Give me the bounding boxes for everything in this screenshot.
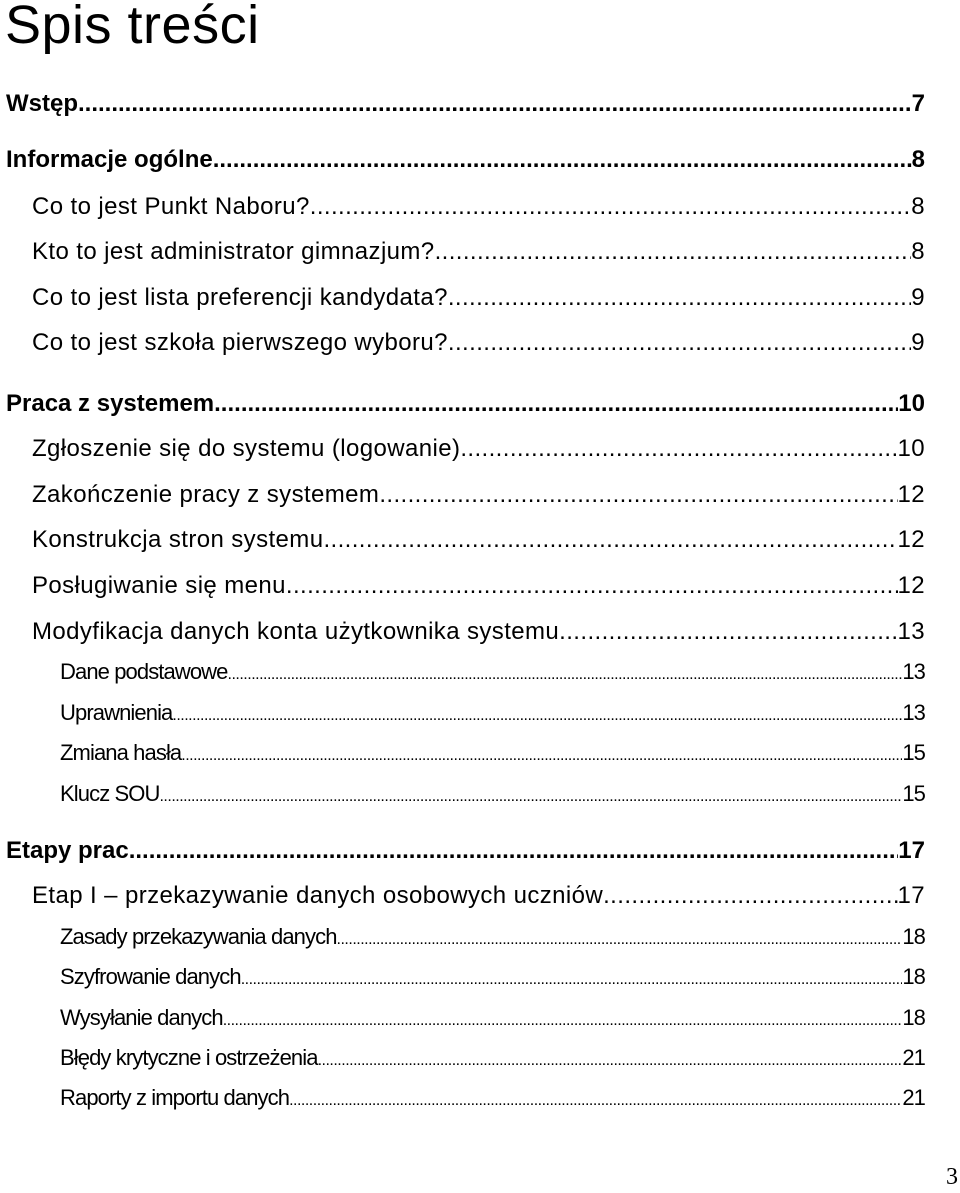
toc-entry-page: 13 <box>902 700 925 725</box>
dot-leader <box>241 965 903 995</box>
toc-entry-uprawnienia[interactable] <box>60 698 925 731</box>
toc-entry-label: Szyfrowanie danych <box>60 964 241 989</box>
dot-leader <box>172 701 902 731</box>
page-title: Spis treści <box>5 0 260 55</box>
toc-entry-label: Informacje ogólne <box>6 146 213 173</box>
dot-leader <box>379 480 897 510</box>
toc-entry-praca-z-systemem[interactable] <box>6 389 925 419</box>
toc-entry-page: 18 <box>902 964 925 989</box>
toc-entry-label: Uprawnienia <box>60 700 173 725</box>
toc-entry-zasady-przekazywania[interactable] <box>60 922 925 955</box>
dot-leader <box>318 1046 903 1076</box>
toc-entry-page: 13 <box>897 618 925 645</box>
dot-leader <box>181 741 902 771</box>
dot-leader <box>435 237 912 267</box>
toc-entry-page: 9 <box>911 329 925 356</box>
toc-entry-raporty-z-importu[interactable] <box>60 1083 925 1116</box>
toc-entry-label: Zasady przekazywania danych <box>60 924 337 949</box>
toc-entry-page: 8 <box>911 146 925 173</box>
dot-leader <box>159 782 902 812</box>
dot-leader <box>323 525 897 555</box>
dot-leader <box>448 283 911 313</box>
toc-entry-label: Posługiwanie się menu <box>32 572 286 599</box>
toc-entry-page: 17 <box>898 837 925 864</box>
dot-leader <box>460 434 897 464</box>
dot-leader <box>78 89 912 119</box>
toc-entry-wstep[interactable] <box>6 89 925 119</box>
dot-leader <box>228 660 903 690</box>
toc-entry-informacje-ogolne[interactable] <box>6 145 925 175</box>
toc-entry-zakonczenie-pracy[interactable] <box>32 480 925 510</box>
toc-entry-punkt-naboru[interactable] <box>32 192 925 222</box>
toc-entry-label: Wysyłanie danych <box>60 1005 223 1030</box>
toc-entry-szkola-pierwszego-wyboru[interactable] <box>32 328 925 358</box>
page-number: 3 <box>946 1164 958 1190</box>
toc-entry-page: 12 <box>897 526 925 553</box>
toc-entry-logowanie[interactable] <box>32 434 925 464</box>
dot-leader <box>289 1086 902 1116</box>
toc-entry-page: 15 <box>902 781 925 806</box>
toc-entry-szyfrowanie-danych[interactable] <box>60 962 925 995</box>
toc-entry-label: Zmiana hasła <box>60 740 182 765</box>
toc-entry-page: 15 <box>902 740 925 765</box>
toc-entry-label: Co to jest Punkt Naboru? <box>32 193 310 220</box>
toc-entry-page: 7 <box>911 90 925 117</box>
toc-entry-etapy-prac[interactable] <box>6 836 925 866</box>
toc-entry-label: Zakończenie pracy z systemem <box>32 481 380 508</box>
dot-leader <box>223 1006 903 1036</box>
toc-entry-page: 10 <box>897 435 925 462</box>
toc-entry-label: Dane podstawowe <box>60 659 228 684</box>
toc-entry-page: 12 <box>897 481 925 508</box>
toc-entry-modyfikacja-danych-konta[interactable] <box>32 617 925 647</box>
toc-entry-page: 10 <box>898 390 925 417</box>
toc-entry-etap-i[interactable] <box>32 881 925 911</box>
toc-entry-page: 13 <box>902 659 925 684</box>
toc-entry-page: 18 <box>902 1005 925 1030</box>
toc-entry-dane-podstawowe[interactable] <box>60 657 925 690</box>
toc-entry-label: Błędy krytyczne i ostrzeżenia <box>60 1045 318 1070</box>
toc-entry-page: 9 <box>911 284 925 311</box>
toc-entry-label: Konstrukcja stron systemu <box>32 526 324 553</box>
dot-leader <box>603 881 897 911</box>
toc-entry-label: Kto to jest administrator gimnazjum? <box>32 238 435 265</box>
dot-leader <box>286 571 898 601</box>
toc-entry-page: 18 <box>902 924 925 949</box>
toc-entry-label: Modyfikacja danych konta użytkownika systemu <box>32 618 560 645</box>
dot-leader <box>213 145 912 175</box>
dot-leader <box>129 836 899 866</box>
toc-entry-label: Etapy prac <box>6 837 129 864</box>
toc-entry-page: 8 <box>911 193 925 220</box>
dot-leader <box>559 617 897 647</box>
toc-entry-page: 12 <box>897 572 925 599</box>
toc-entry-label: Zgłoszenie się do systemu (logowanie) <box>32 435 461 462</box>
toc-entry-bledy-krytyczne[interactable] <box>60 1043 925 1076</box>
toc-entry-lista-preferencji[interactable] <box>32 283 925 313</box>
toc-entry-zmiana-hasla[interactable] <box>60 738 925 771</box>
dot-leader <box>310 192 912 222</box>
toc-entry-page: 21 <box>902 1045 925 1070</box>
toc-entry-label: Co to jest szkoła pierwszego wyboru? <box>32 329 448 356</box>
toc-entry-administrator-gimnazjum[interactable] <box>32 237 925 267</box>
toc-entry-label: Etap I – przekazywanie danych osobowych uczniów <box>32 882 604 909</box>
toc-entry-label: Klucz SOU <box>60 781 160 806</box>
toc-entry-label: Wstęp <box>6 90 78 117</box>
dot-leader <box>448 328 911 358</box>
toc-entry-label: Co to jest lista preferencji kandydata? <box>32 284 448 311</box>
toc-entry-wysylanie-danych[interactable] <box>60 1003 925 1036</box>
toc-entry-klucz-sou[interactable] <box>60 779 925 812</box>
dot-leader <box>337 925 903 955</box>
toc-entry-label: Raporty z importu danych <box>60 1085 290 1110</box>
toc-entry-poslugiwanie-menu[interactable] <box>32 571 925 601</box>
dot-leader <box>214 389 898 419</box>
toc-entry-page: 21 <box>902 1085 925 1110</box>
toc-entry-page: 17 <box>897 882 925 909</box>
toc-entry-label: Praca z systemem <box>6 390 215 417</box>
toc-entry-konstrukcja-stron[interactable] <box>32 525 925 555</box>
toc-entry-page: 8 <box>911 238 925 265</box>
